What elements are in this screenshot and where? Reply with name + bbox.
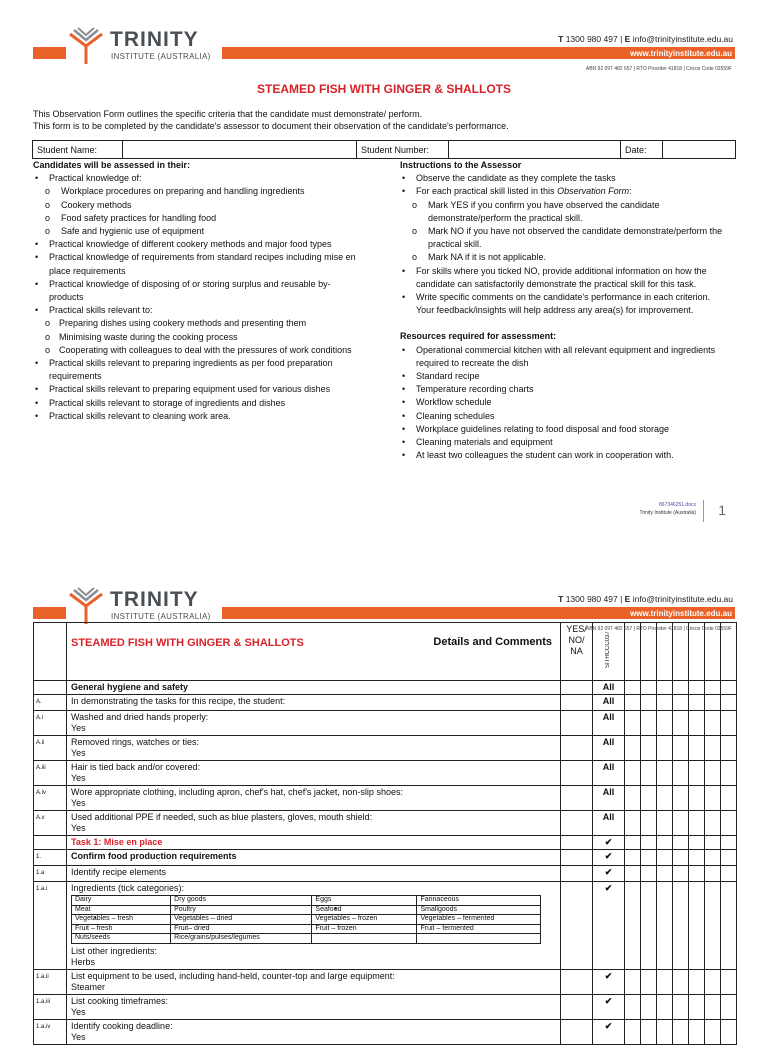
trinity-logo-icon (66, 586, 106, 626)
page-footer (600, 500, 740, 522)
table-row: 1. Confirm food production requirements ✔ (34, 850, 737, 866)
assessor-instructions: Instructions to the Assessor • Observe the candidate as they complete the tasks • For each practical skill listed in this Observation Form: o Mark YES if you confirm you have observed the candidate demonstrate/perform the practical skill. o Mark NO if you have not observed the candidate demonstrate/perform the practical skill. o Mark NA if it is not applicable. • For skills where you ticked NO, provide additional information on how the candidate can satisfactorily demonstrate the practical skill for this task. • Write specific comments on the candidate's performance in each criterion. Your feedback/insights will help address any area(s) for improvement. Resources required for assessment: • Operational commercial kitchen with all relevant equipment and ingredients required to recreate the dish • Standard recipe • Temperature recording charts • Workflow schedule • Cleaning schedules • Workplace guidelines relating to food disposal and food storage • Cleaning materials and equipment • At least two colleagues the student can work in cooperation with. (400, 159, 740, 462)
email-link[interactable]: info@trinityinstitute.edu.au (632, 594, 733, 604)
brand-subtitle: INSTITUTE (AUSTRALIA) (111, 612, 211, 621)
table-row: 1.a.i Ingredients (tick categories): Dairy Dry goods Eggs Farinaceous Meat Poultry • Seafood Smallgoods • Vegetables – fresh Vegetables – dried Vegetables – frozen Vegetables – fermented Fruit – fresh Fruit– dried Fruit – frozen Fruit – fermented Nuts/seeds Rice/grains/pulses/legumes List other ingredients: Herbs ✔ (34, 882, 737, 970)
brand-name: TRINITY (110, 28, 199, 51)
footer-org: Trinity Institute (Australia) (639, 510, 696, 516)
abn-line: ABN 92 097 482 657 | RTO Provider 41818 | Cricos Code 03559F (585, 66, 732, 72)
veg-fresh-selected[interactable]: • Vegetables – fresh (72, 915, 171, 925)
website-link[interactable]: www.trinityinstitute.edu.au (630, 609, 732, 618)
contact-info: T 1300 980 497 | E info@trinityinstitute.edu.au (558, 594, 733, 604)
check-icon: ✔ (593, 994, 625, 1019)
table-row: 1.a.iii List cooking timeframes: Yes ✔ (34, 994, 737, 1019)
check-icon: ✔ (593, 1019, 625, 1044)
contact-info: T 1300 980 497 | E info@trinityinstitute.edu.au (558, 34, 733, 44)
page-number: 1 (718, 502, 726, 518)
ingredient-categories-table: Dairy Dry goods Eggs Farinaceous Meat Poultry • Seafood Smallgoods • Vegetables – fresh Vegetables – dried Vegetables – frozen Vegetables – fermented Fruit – fresh Fruit– dried Fruit – frozen Fruit – fermented Nuts/seeds Rice/grains/pulses/legumes (71, 895, 541, 944)
assessment-criteria: Candidates will be assessed in their: • Practical knowledge of: o Workplace procedures on preparing and handling ingredients o Cookery methods o Food safety practices for handling food o Safe and hygienic use of equipment • Practical knowledge of different cookery methods and major food types • Practical knowledge of requirements from standard recipes including mise en place requirements • Practical knowledge of disposing of or storing surplus and reusable by- products • Practical skills relevant to: o Preparing dishes using cookery methods and presenting them o Minimising waste during the cooking process o Cooperating with colleagues to deal with the pressures of work conditions • Practical skills relevant to preparing ingredients as per food preparation requirements • Practical skills relevant to preparing equipment used for various dishes • Practical skills relevant to storage of ingredients and dishes • Practical skills relevant to cleaning work area. (33, 159, 373, 423)
table-row: A. In demonstrating the tasks for this recipe, the student: All (34, 695, 737, 711)
student-number-field[interactable] (449, 141, 621, 159)
abn-line: ABN 92 097 482 657 | RTO Provider 41818 | Cricos Code 03559F (585, 626, 732, 632)
brand-subtitle: INSTITUTE (AUSTRALIA) (111, 52, 211, 61)
header-accent-bar-left (33, 47, 66, 59)
table-header-row (34, 623, 737, 681)
table-row: A.i Washed and dried hands properly: Yes All (34, 711, 737, 736)
check-icon: ✔ (593, 850, 625, 866)
seafood-selected[interactable]: • Seafood (312, 905, 417, 915)
table-row: 1.a.iv Identify cooking deadline: Yes ✔ (34, 1019, 737, 1044)
table-row: A.iii Hair is tied back and/or covered: Yes All (34, 761, 737, 786)
date-label: Date: (621, 141, 663, 159)
letterhead (0, 0, 768, 80)
check-icon: ✔ (593, 969, 625, 994)
observation-table (33, 622, 737, 1045)
table-row: A.v Used additional PPE if needed, such as blue plasters, gloves, mouth shield: Yes All (34, 811, 737, 836)
table-row (34, 836, 737, 850)
table-title: STEAMED FISH WITH GINGER & SHALLOTS (71, 637, 304, 649)
check-icon: ✔ (593, 882, 625, 970)
unit-code: SITHCCC037 (605, 631, 611, 669)
student-info-table (32, 140, 736, 159)
email-link[interactable]: info@trinityinstitute.edu.au (632, 34, 733, 44)
student-name-field[interactable] (123, 141, 357, 159)
student-name-label: Student Name: (33, 141, 123, 159)
date-field[interactable] (663, 141, 736, 159)
student-number-label: Student Number: (357, 141, 449, 159)
check-icon: ✔ (593, 866, 625, 882)
details-heading: Details and Comments (433, 636, 552, 648)
table-row: 1.a Identify recipe elements ✔ (34, 866, 737, 882)
table-row: A.ii Removed rings, watches or ties: Yes All (34, 736, 737, 761)
intro-text: This Observation Form outlines the specific criteria that the candidate must demonstrate/ perform. This form is to be completed by the candidate's assessor to document their observation of the candidate's performance. (33, 109, 509, 131)
task-heading: Task 1: Mise en place (67, 836, 561, 850)
table-row: A.iv Wore appropriate clothing, including apron, chef's hat, chef's jacket, non-slip shoes: Yes All (34, 786, 737, 811)
check-icon: ✔ (593, 836, 625, 850)
page-2 (0, 560, 768, 1042)
brand-name: TRINITY (110, 588, 199, 611)
website-link[interactable]: www.trinityinstitute.edu.au (630, 49, 732, 58)
table-row: 1.a.ii List equipment to be used, including hand-held, counter-top and large equipment: Steamer ✔ (34, 969, 737, 994)
page-gap (0, 525, 768, 560)
trinity-logo-icon (66, 26, 106, 66)
yes-no-na-heading: YES/ NO/ NA (561, 623, 593, 681)
header-accent-bar-left (33, 607, 66, 619)
page-title: STEAMED FISH WITH GINGER & SHALLOTS (257, 82, 511, 96)
table-row: General hygiene and safety All (34, 681, 737, 695)
footer-filename: 867346251.docx (659, 502, 696, 508)
